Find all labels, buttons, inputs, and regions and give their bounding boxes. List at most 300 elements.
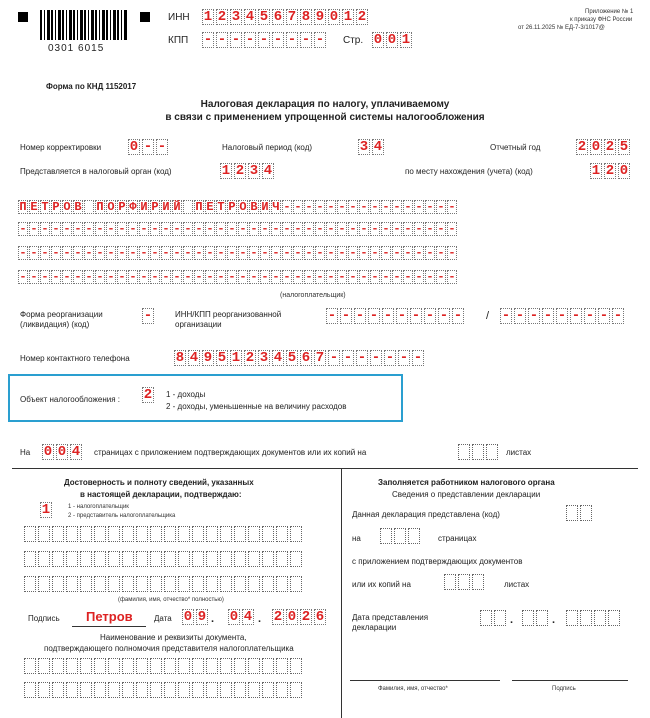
char-cell[interactable]: - (250, 222, 258, 236)
empty-cell[interactable] (108, 682, 120, 698)
char-cell[interactable]: О (63, 200, 71, 214)
empty-cell[interactable] (136, 682, 148, 698)
empty-cell[interactable] (290, 576, 302, 592)
empty-cell[interactable] (52, 526, 64, 542)
empty-cell[interactable] (150, 682, 162, 698)
char-cell[interactable]: - (96, 246, 104, 260)
char-cell[interactable]: - (162, 246, 170, 260)
empty-cell[interactable] (24, 551, 36, 567)
char-cell[interactable]: - (316, 222, 324, 236)
year-cells[interactable] (576, 139, 632, 155)
char-cell[interactable]: - (261, 246, 269, 260)
char-cell[interactable]: - (118, 246, 126, 260)
empty-cell[interactable] (276, 658, 288, 674)
char-cell[interactable]: 0 (43, 444, 53, 460)
char-cell[interactable]: - (52, 270, 60, 284)
empty-cell[interactable] (206, 526, 218, 542)
char-cell[interactable]: - (283, 246, 291, 260)
char-cell[interactable]: - (349, 222, 357, 236)
empty-cell[interactable] (94, 526, 106, 542)
char-cell[interactable]: 9 (315, 9, 325, 25)
char-cell[interactable]: 3 (359, 139, 369, 155)
empty-cell[interactable] (52, 658, 64, 674)
char-cell[interactable]: - (118, 222, 126, 236)
char-cell[interactable]: - (360, 246, 368, 260)
empty-cell[interactable] (136, 658, 148, 674)
char-cell[interactable]: - (305, 246, 313, 260)
empty-cell[interactable] (206, 658, 218, 674)
char-cell[interactable]: Т (41, 200, 49, 214)
char-cell[interactable]: И (162, 200, 170, 214)
sheets-count-cells[interactable] (458, 444, 500, 460)
taxpayer-name-row-4[interactable] (18, 270, 458, 284)
empty-cell[interactable] (276, 526, 288, 542)
empty-cell[interactable] (290, 526, 302, 542)
char-cell[interactable]: - (382, 270, 390, 284)
char-cell[interactable]: - (30, 270, 38, 284)
char-cell[interactable]: - (415, 222, 423, 236)
char-cell[interactable]: 1 (231, 350, 241, 366)
staff-date-year-cells[interactable] (566, 610, 622, 626)
char-cell[interactable]: - (140, 270, 148, 284)
char-cell[interactable]: - (294, 222, 302, 236)
char-cell[interactable]: - (273, 32, 283, 48)
char-cell[interactable]: Е (30, 200, 38, 214)
empty-cell[interactable] (206, 682, 218, 698)
char-cell[interactable]: - (415, 270, 423, 284)
fio-row-1[interactable] (24, 526, 304, 542)
char-cell[interactable]: - (283, 270, 291, 284)
char-cell[interactable]: - (173, 270, 181, 284)
char-cell[interactable]: Ч (272, 200, 280, 214)
empty-cell[interactable] (164, 551, 176, 567)
char-cell[interactable]: - (357, 350, 367, 366)
char-cell[interactable]: - (261, 270, 269, 284)
char-cell[interactable]: - (283, 200, 291, 214)
char-cell[interactable]: - (371, 350, 381, 366)
char-cell[interactable]: - (129, 246, 137, 260)
fio-row-3[interactable] (24, 576, 304, 592)
empty-cell[interactable] (458, 574, 470, 590)
char-cell[interactable]: - (239, 270, 247, 284)
char-cell[interactable]: - (184, 246, 192, 260)
empty-cell[interactable] (220, 526, 232, 542)
empty-cell[interactable] (192, 576, 204, 592)
char-cell[interactable]: 7 (287, 9, 297, 25)
char-cell[interactable]: 4 (245, 9, 255, 25)
char-cell[interactable] (84, 200, 94, 214)
empty-cell[interactable] (38, 682, 50, 698)
char-cell[interactable]: 8 (175, 350, 185, 366)
char-cell[interactable]: - (129, 270, 137, 284)
char-cell[interactable]: - (217, 222, 225, 236)
char-cell[interactable]: - (261, 222, 269, 236)
taxpayer-name-row-3[interactable] (18, 246, 458, 260)
char-cell[interactable]: 3 (259, 350, 269, 366)
char-cell[interactable]: - (413, 350, 423, 366)
char-cell[interactable]: - (613, 308, 623, 324)
char-cell[interactable]: 2 (245, 350, 255, 366)
empty-cell[interactable] (24, 526, 36, 542)
char-cell[interactable]: 0 (57, 444, 67, 460)
char-cell[interactable]: - (360, 222, 368, 236)
char-cell[interactable]: - (341, 308, 351, 324)
char-cell[interactable]: - (107, 222, 115, 236)
char-cell[interactable]: - (239, 246, 247, 260)
char-cell[interactable]: Р (151, 200, 159, 214)
char-cell[interactable]: - (217, 32, 227, 48)
char-cell[interactable]: - (305, 270, 313, 284)
empty-cell[interactable] (206, 551, 218, 567)
empty-cell[interactable] (444, 574, 456, 590)
char-cell[interactable]: 0 (619, 163, 629, 179)
char-cell[interactable]: - (426, 222, 434, 236)
empty-cell[interactable] (220, 682, 232, 698)
char-cell[interactable]: - (151, 222, 159, 236)
char-cell[interactable]: - (151, 270, 159, 284)
empty-cell[interactable] (38, 576, 50, 592)
char-cell[interactable]: - (529, 308, 539, 324)
char-cell[interactable]: 2 (577, 139, 587, 155)
empty-cell[interactable] (80, 658, 92, 674)
empty-cell[interactable] (248, 658, 260, 674)
char-cell[interactable]: - (383, 308, 393, 324)
char-cell[interactable]: - (118, 270, 126, 284)
char-cell[interactable]: - (382, 200, 390, 214)
empty-cell[interactable] (94, 658, 106, 674)
char-cell[interactable]: - (382, 246, 390, 260)
char-cell[interactable]: 2 (217, 9, 227, 25)
char-cell[interactable]: 4 (189, 350, 199, 366)
empty-cell[interactable] (262, 576, 274, 592)
char-cell[interactable]: - (294, 200, 302, 214)
char-cell[interactable]: 5 (259, 9, 269, 25)
char-cell[interactable]: - (585, 308, 595, 324)
empty-cell[interactable] (220, 551, 232, 567)
empty-cell[interactable] (136, 576, 148, 592)
char-cell[interactable]: 1 (203, 9, 213, 25)
char-cell[interactable]: 0 (591, 139, 601, 155)
char-cell[interactable]: - (63, 222, 71, 236)
empty-cell[interactable] (66, 576, 78, 592)
char-cell[interactable]: - (338, 222, 346, 236)
char-cell[interactable]: - (404, 246, 412, 260)
empty-cell[interactable] (580, 610, 592, 626)
char-cell[interactable]: - (349, 246, 357, 260)
empty-cell[interactable] (94, 682, 106, 698)
empty-cell[interactable] (150, 576, 162, 592)
char-cell[interactable]: - (272, 222, 280, 236)
char-cell[interactable]: - (231, 32, 241, 48)
char-cell[interactable]: 1 (401, 32, 411, 48)
char-cell[interactable]: - (425, 308, 435, 324)
char-cell[interactable]: - (52, 246, 60, 260)
char-cell[interactable]: - (287, 32, 297, 48)
char-cell[interactable]: Р (228, 200, 236, 214)
empty-cell[interactable] (66, 682, 78, 698)
char-cell[interactable]: - (30, 222, 38, 236)
object-code-cell[interactable] (142, 387, 156, 403)
empty-cell[interactable] (38, 551, 50, 567)
char-cell[interactable]: П (96, 200, 104, 214)
empty-cell[interactable] (108, 551, 120, 567)
date-day-cells[interactable] (182, 609, 210, 625)
char-cell[interactable]: - (415, 246, 423, 260)
char-cell[interactable]: - (543, 308, 553, 324)
char-cell[interactable]: - (294, 270, 302, 284)
char-cell[interactable]: - (599, 308, 609, 324)
char-cell[interactable]: - (19, 222, 27, 236)
char-cell[interactable]: - (437, 200, 445, 214)
char-cell[interactable]: - (63, 270, 71, 284)
location-cells[interactable] (590, 163, 632, 179)
char-cell[interactable]: - (162, 222, 170, 236)
char-cell[interactable]: - (327, 270, 335, 284)
fio-row-2[interactable] (24, 551, 304, 567)
empty-cell[interactable] (248, 682, 260, 698)
char-cell[interactable]: - (316, 270, 324, 284)
char-cell[interactable]: - (239, 222, 247, 236)
empty-cell[interactable] (594, 610, 606, 626)
char-cell[interactable]: - (259, 32, 269, 48)
char-cell[interactable]: 5 (619, 139, 629, 155)
char-cell[interactable]: - (63, 246, 71, 260)
char-cell[interactable]: О (107, 200, 115, 214)
empty-cell[interactable] (178, 551, 190, 567)
char-cell[interactable]: - (316, 200, 324, 214)
char-cell[interactable]: - (96, 222, 104, 236)
char-cell[interactable]: - (143, 308, 153, 324)
empty-cell[interactable] (220, 576, 232, 592)
char-cell[interactable]: - (228, 246, 236, 260)
empty-cell[interactable] (108, 658, 120, 674)
char-cell[interactable]: 2 (605, 163, 615, 179)
char-cell[interactable]: - (41, 270, 49, 284)
char-cell[interactable]: - (107, 246, 115, 260)
empty-cell[interactable] (290, 682, 302, 698)
page-cells[interactable] (372, 32, 414, 48)
char-cell[interactable]: - (327, 308, 337, 324)
staff-date-month-cells[interactable] (522, 610, 550, 626)
char-cell[interactable]: - (217, 270, 225, 284)
empty-cell[interactable] (150, 658, 162, 674)
char-cell[interactable] (183, 200, 193, 214)
staff-pages-cells[interactable] (380, 528, 422, 544)
empty-cell[interactable] (566, 505, 578, 521)
char-cell[interactable]: - (85, 246, 93, 260)
char-cell[interactable]: - (250, 270, 258, 284)
empty-cell[interactable] (408, 528, 420, 544)
empty-cell[interactable] (262, 551, 274, 567)
period-cells[interactable] (358, 139, 386, 155)
empty-cell[interactable] (494, 610, 506, 626)
empty-cell[interactable] (122, 551, 134, 567)
empty-cell[interactable] (80, 682, 92, 698)
char-cell[interactable]: - (369, 308, 379, 324)
empty-cell[interactable] (192, 682, 204, 698)
char-cell[interactable]: 0 (287, 609, 297, 625)
empty-cell[interactable] (206, 576, 218, 592)
char-cell[interactable]: - (399, 350, 409, 366)
char-cell[interactable]: Р (52, 200, 60, 214)
char-cell[interactable]: - (404, 200, 412, 214)
char-cell[interactable]: - (96, 270, 104, 284)
char-cell[interactable]: - (393, 222, 401, 236)
empty-cell[interactable] (38, 526, 50, 542)
taxpayer-name-row-1[interactable] (18, 200, 458, 214)
char-cell[interactable]: 1 (343, 9, 353, 25)
empty-cell[interactable] (234, 526, 246, 542)
staff-decl-cells[interactable] (566, 505, 594, 521)
char-cell[interactable]: - (184, 222, 192, 236)
empty-cell[interactable] (38, 658, 50, 674)
empty-cell[interactable] (192, 551, 204, 567)
char-cell[interactable]: - (195, 222, 203, 236)
empty-cell[interactable] (178, 576, 190, 592)
char-cell[interactable]: 3 (249, 163, 259, 179)
char-cell[interactable]: 6 (315, 609, 325, 625)
correction-cells[interactable] (128, 139, 170, 155)
char-cell[interactable]: - (294, 246, 302, 260)
char-cell[interactable]: - (338, 270, 346, 284)
char-cell[interactable]: - (327, 246, 335, 260)
char-cell[interactable]: - (571, 308, 581, 324)
char-cell[interactable]: - (393, 270, 401, 284)
char-cell[interactable]: 0 (129, 139, 139, 155)
char-cell[interactable]: - (195, 246, 203, 260)
char-cell[interactable]: И (140, 200, 148, 214)
char-cell[interactable]: - (371, 270, 379, 284)
empty-cell[interactable] (262, 682, 274, 698)
char-cell[interactable]: - (305, 200, 313, 214)
empty-cell[interactable] (164, 658, 176, 674)
empty-cell[interactable] (290, 658, 302, 674)
char-cell[interactable]: 2 (605, 139, 615, 155)
char-cell[interactable]: Т (217, 200, 225, 214)
char-cell[interactable]: - (140, 222, 148, 236)
char-cell[interactable]: - (439, 308, 449, 324)
char-cell[interactable]: 2 (301, 609, 311, 625)
empty-cell[interactable] (136, 551, 148, 567)
char-cell[interactable]: П (195, 200, 203, 214)
char-cell[interactable]: - (557, 308, 567, 324)
empty-cell[interactable] (80, 551, 92, 567)
char-cell[interactable]: - (501, 308, 511, 324)
empty-cell[interactable] (192, 658, 204, 674)
char-cell[interactable]: - (272, 246, 280, 260)
phone-cells[interactable] (174, 350, 426, 366)
pages-count-cells[interactable] (42, 444, 84, 460)
char-cell[interactable]: И (261, 200, 269, 214)
char-cell[interactable]: - (327, 200, 335, 214)
empty-cell[interactable] (122, 576, 134, 592)
char-cell[interactable]: - (173, 246, 181, 260)
char-cell[interactable]: 0 (387, 32, 397, 48)
char-cell[interactable]: - (327, 222, 335, 236)
empty-cell[interactable] (262, 658, 274, 674)
char-cell[interactable]: 8 (301, 9, 311, 25)
char-cell[interactable]: 2 (357, 9, 367, 25)
char-cell[interactable]: - (453, 308, 463, 324)
char-cell[interactable]: - (338, 246, 346, 260)
empty-cell[interactable] (150, 526, 162, 542)
char-cell[interactable]: - (107, 270, 115, 284)
empty-cell[interactable] (66, 526, 78, 542)
char-cell[interactable]: - (283, 222, 291, 236)
empty-cell[interactable] (248, 526, 260, 542)
empty-cell[interactable] (480, 610, 492, 626)
char-cell[interactable]: - (206, 246, 214, 260)
char-cell[interactable]: - (448, 270, 456, 284)
char-cell[interactable]: Й (173, 200, 181, 214)
char-cell[interactable]: - (349, 200, 357, 214)
taxpayer-name-row-2[interactable] (18, 222, 458, 236)
char-cell[interactable]: 4 (273, 350, 283, 366)
char-cell[interactable]: - (397, 308, 407, 324)
char-cell[interactable]: - (52, 222, 60, 236)
char-cell[interactable]: - (371, 222, 379, 236)
char-cell[interactable]: Р (118, 200, 126, 214)
empty-cell[interactable] (248, 576, 260, 592)
reorg-code-cell[interactable] (142, 308, 156, 324)
empty-cell[interactable] (276, 682, 288, 698)
char-cell[interactable]: - (162, 270, 170, 284)
signer-code-cell[interactable] (40, 502, 54, 518)
char-cell[interactable]: - (157, 139, 167, 155)
empty-cell[interactable] (536, 610, 548, 626)
char-cell[interactable]: - (74, 222, 82, 236)
empty-cell[interactable] (164, 526, 176, 542)
inn-cells[interactable] (202, 9, 370, 25)
char-cell[interactable]: 5 (217, 350, 227, 366)
char-cell[interactable]: 3 (231, 9, 241, 25)
char-cell[interactable]: В (250, 200, 258, 214)
char-cell[interactable]: - (19, 270, 27, 284)
date-year-cells[interactable] (272, 609, 328, 625)
char-cell[interactable]: - (151, 246, 159, 260)
char-cell[interactable]: - (173, 222, 181, 236)
kpp-cells[interactable] (202, 32, 328, 48)
char-cell[interactable]: - (371, 200, 379, 214)
char-cell[interactable]: Е (206, 200, 214, 214)
empty-cell[interactable] (608, 610, 620, 626)
char-cell[interactable]: - (515, 308, 525, 324)
char-cell[interactable]: - (338, 200, 346, 214)
char-cell[interactable]: 4 (71, 444, 81, 460)
empty-cell[interactable] (94, 576, 106, 592)
empty-cell[interactable] (276, 551, 288, 567)
empty-cell[interactable] (52, 576, 64, 592)
empty-cell[interactable] (262, 526, 274, 542)
char-cell[interactable]: - (19, 246, 27, 260)
char-cell[interactable]: - (411, 308, 421, 324)
char-cell[interactable]: - (360, 270, 368, 284)
empty-cell[interactable] (248, 551, 260, 567)
char-cell[interactable]: - (41, 222, 49, 236)
empty-cell[interactable] (234, 551, 246, 567)
empty-cell[interactable] (472, 444, 484, 460)
char-cell[interactable]: - (195, 270, 203, 284)
char-cell[interactable]: - (217, 246, 225, 260)
empty-cell[interactable] (178, 682, 190, 698)
empty-cell[interactable] (66, 551, 78, 567)
char-cell[interactable]: - (437, 246, 445, 260)
empty-cell[interactable] (136, 526, 148, 542)
empty-cell[interactable] (122, 682, 134, 698)
char-cell[interactable]: - (228, 270, 236, 284)
empty-cell[interactable] (94, 551, 106, 567)
char-cell[interactable]: - (129, 222, 137, 236)
